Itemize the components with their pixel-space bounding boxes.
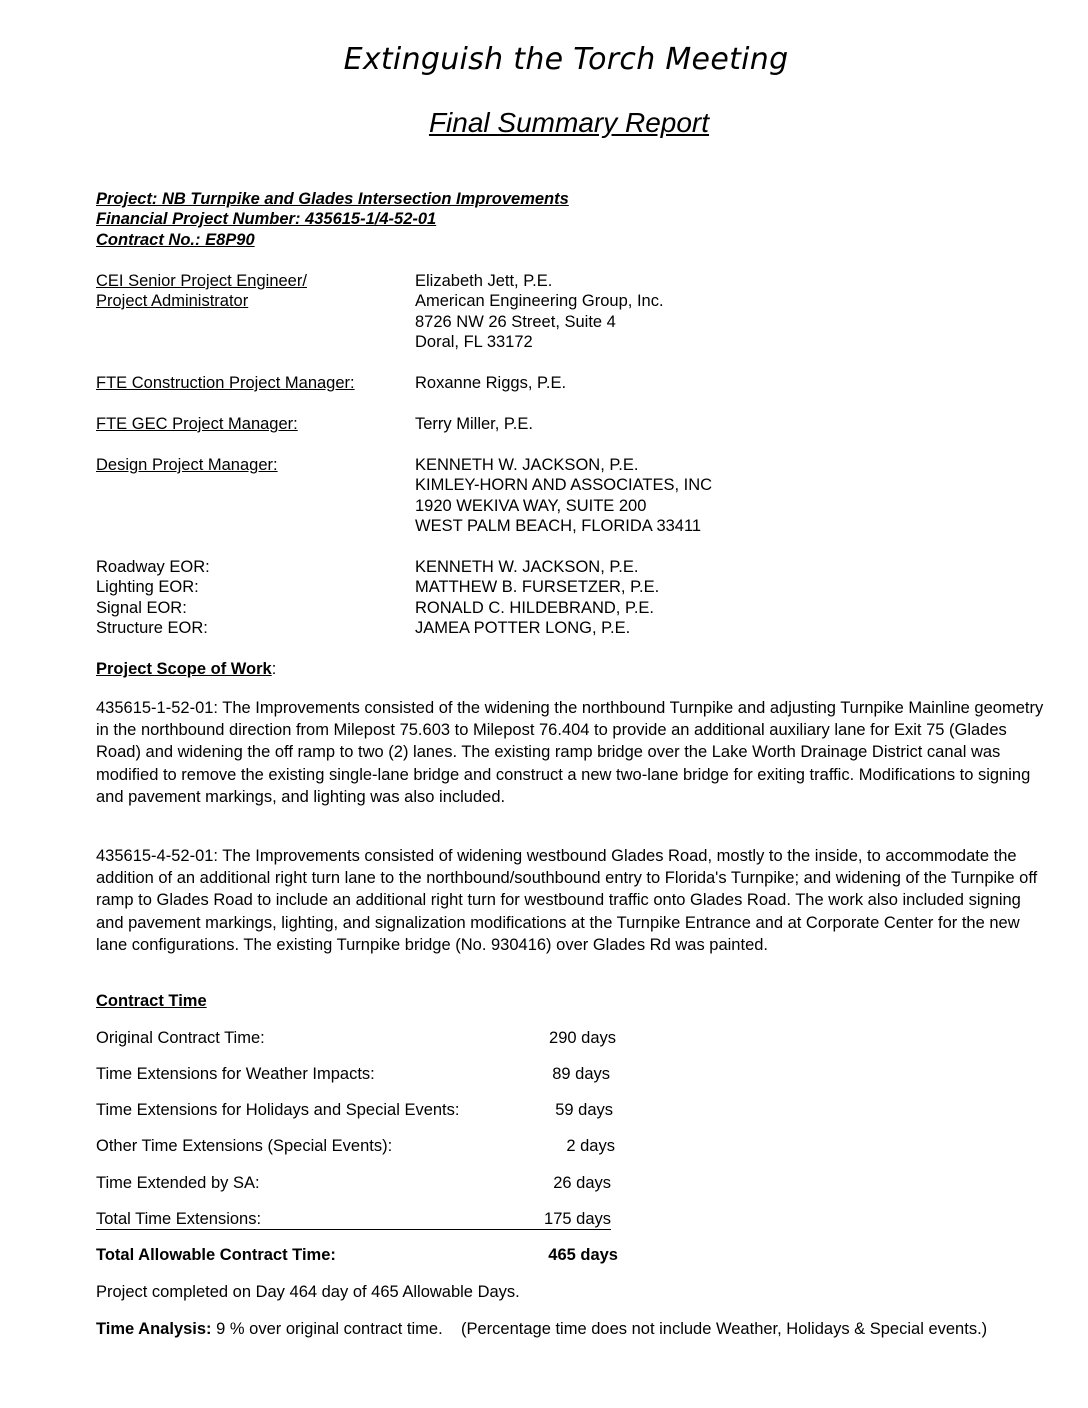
fte-construction-pm-value: Roxanne Riggs, P.E. [415,374,567,392]
sa-extension-label: Time Extended by SA: [96,1174,260,1192]
total-extensions-label: Total Time Extensions: [96,1210,262,1228]
design-pm-name: KENNETH W. JACKSON, P.E. [415,456,639,474]
contract-number: Contract No.: E8P90 [96,231,255,249]
total-allowable-time-value: 465 days [548,1246,618,1264]
project-name: Project: NB Turnpike and Glades Intersection Improvements [96,190,569,208]
design-pm-city: WEST PALM BEACH, FLORIDA 33411 [415,517,702,535]
fte-construction-pm-label: FTE Construction Project Manager: [96,374,355,392]
original-contract-time-value: 290 days [549,1029,616,1047]
other-extension-label: Other Time Extensions (Special Events): [96,1137,393,1155]
lighting-eor-label: Lighting EOR: [96,578,199,596]
scope-heading [96,660,276,679]
scope-heading-colon: : [271,660,277,678]
structure-eor-value: JAMEA POTTER LONG, P.E. [415,619,631,637]
contract-time-heading: Contract Time [96,992,207,1010]
total-extensions-value: 175 days [544,1210,611,1228]
financial-project-number: Financial Project Number: 435615-1/4-52-01 [96,210,437,228]
holiday-extension-value: 59 days [555,1101,613,1119]
cei-city: Doral, FL 33172 [415,333,533,351]
cei-name: Elizabeth Jett, P.E. [415,272,553,290]
design-pm-company: KIMLEY-HORN AND ASSOCIATES, INC [415,476,713,494]
cei-company: American Engineering Group, Inc. [415,292,664,310]
scope-heading-text: Project Scope of Work [96,660,272,678]
document-title: Extinguish the Torch Meeting [343,42,789,77]
design-pm-label: Design Project Manager: [96,456,278,474]
scope-paragraph-2: 435615-4-52-01: The Improvements consisted of widening westbound Glades Road, mostly to the inside, to accommodate the addition of an additional right turn lane to the northbound/southbound entry to Florida's Turnpike; and widening of the Turnpike off ramp to Glades Road to include an additional right turn for westbound traffic onto Glades Road. The work also included signing and pavement markings, lighting, and signalization modifications at the Turnpike Entrance and at Corporate Center for the new lane configurations. The existing Turnpike bridge (No. 930416) over Glades Rd was painted. [96,847,1038,954]
time-analysis [96,1320,987,1339]
time-analysis-text: 9 % over original contract time. (Percentage time does not include Weather, Holidays & Special events.) [211,1320,988,1338]
weather-extension-label: Time Extensions for Weather Impacts: [96,1065,375,1083]
fte-gec-pm-label: FTE GEC Project Manager: [96,415,298,433]
roadway-eor-label: Roadway EOR: [96,558,210,576]
scope-paragraph-1: 435615-1-52-01: The Improvements consisted of the widening the northbound Turnpike and adjusting Turnpike Mainline geometry in the northbound direction from Milepost 75.603 to Milepost 76.404 to provide an additional auxiliary lane for Exit 75 (Glades Road) and widening the off ramp to two (2) lanes. The existing ramp bridge over the Lake Worth Drainage District canal was modified to remove the existing single-lane bridge and construct a new two-lane bridge for exiting traffic. Modifications to signing and pavement markings, and lighting was also included. [96,699,1044,806]
signal-eor-value: RONALD C. HILDEBRAND, P.E. [415,599,655,617]
weather-extension-value: 89 days [552,1065,610,1083]
holiday-extension-label: Time Extensions for Holidays and Special Events: [96,1101,460,1119]
cei-address: 8726 NW 26 Street, Suite 4 [415,313,616,331]
original-contract-time-label: Original Contract Time: [96,1029,265,1047]
other-extension-value: 2 days [566,1137,615,1155]
fte-gec-pm-value: Terry Miller, P.E. [415,415,533,433]
total-extensions-underline [96,1229,611,1230]
structure-eor-label: Structure EOR: [96,619,208,637]
document-subtitle: Final Summary Report [428,107,710,138]
sa-extension-value: 26 days [553,1174,611,1192]
time-analysis-label: Time Analysis: [96,1320,212,1338]
signal-eor-label: Signal EOR: [96,599,187,617]
completion-note: Project completed on Day 464 day of 465 Allowable Days. [96,1283,520,1301]
cei-label-line-2: Project Administrator [96,292,249,310]
total-allowable-time-label: Total Allowable Contract Time: [96,1246,336,1264]
cei-label-line-1: CEI Senior Project Engineer/ [96,272,307,290]
lighting-eor-value: MATTHEW B. FURSETZER, P.E. [415,578,660,596]
roadway-eor-value: KENNETH W. JACKSON, P.E. [415,558,639,576]
design-pm-address: 1920 WEKIVA WAY, SUITE 200 [415,497,647,515]
